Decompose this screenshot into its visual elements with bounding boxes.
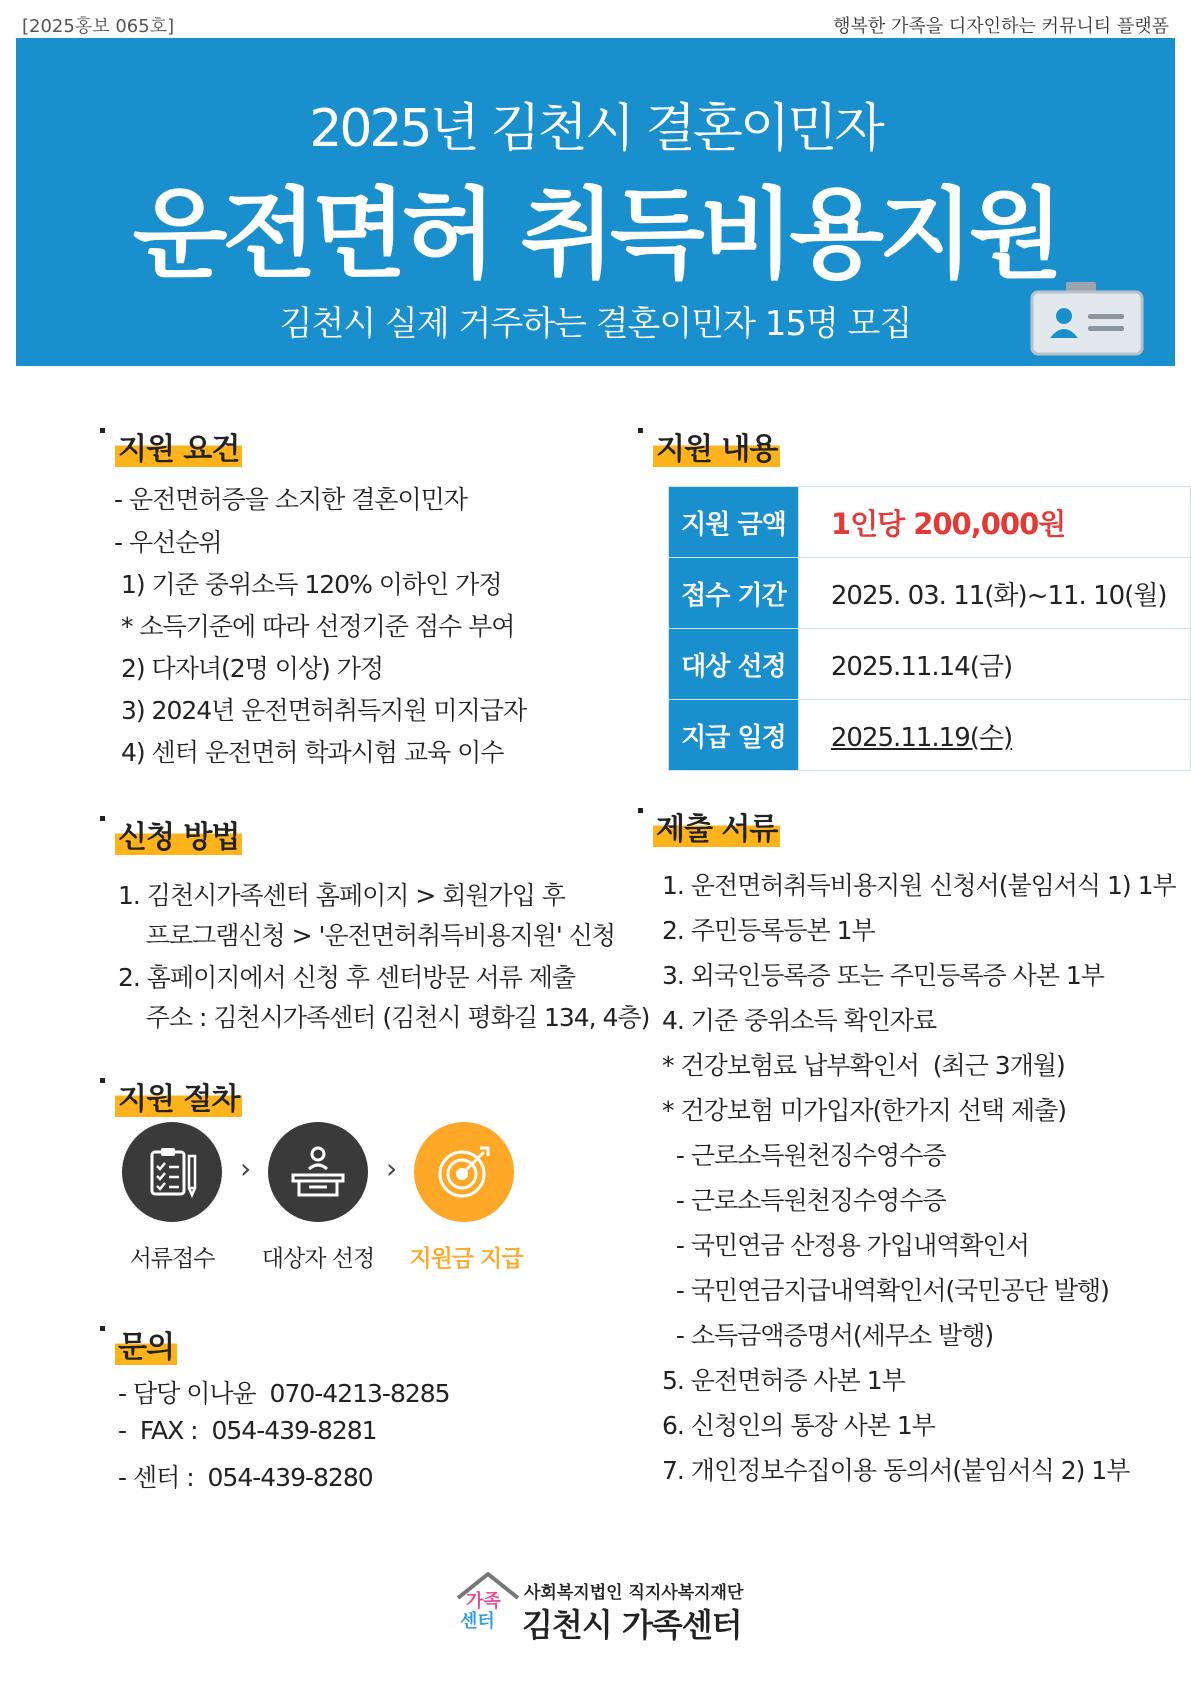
family-center-logo <box>452 1570 524 1636</box>
list-item: - 국민연금 산정용 가입내역확인서 <box>662 1231 1029 1260</box>
support-key: 지급 일정 <box>669 700 799 771</box>
list-item: - 우선순위 <box>114 528 222 557</box>
requirements-list <box>114 480 526 775</box>
apply-list <box>118 876 649 1038</box>
documents-list <box>662 866 1176 1496</box>
list-item: 1. 김천시가족센터 홈페이지 > 회원가입 후 <box>118 881 565 910</box>
support-selection-date: 2025.11.14(금) <box>798 629 1190 700</box>
support-period: 2025. 03. 11(화)~11. 10(월) <box>798 558 1190 629</box>
support-table <box>668 486 1191 771</box>
list-item: - 국민연금지급내역확인서(국민공단 발행) <box>662 1276 1109 1305</box>
support-key: 대상 선정 <box>669 629 799 700</box>
list-item: 3) 2024년 운전면허취득지원 미지급자 <box>114 696 527 725</box>
table-row <box>669 558 1191 629</box>
table-row <box>669 700 1191 771</box>
table-row <box>669 487 1191 558</box>
contact-fax: - FAX : 054-439-8281 <box>118 1416 377 1445</box>
list-item: 2) 다자녀(2명 이상) 가정 <box>114 654 384 683</box>
clipboard-icon <box>122 1122 222 1222</box>
list-item: 4) 센터 운전면허 학과시험 교육 이수 <box>114 738 504 767</box>
slogan: 행복한 가족을 디자인하는 커뮤니티 플랫폼 <box>833 16 1169 37</box>
list-item: 2. 주민등록등본 1부 <box>662 916 875 945</box>
list-item: 4. 기준 중위소득 확인자료 <box>662 1006 937 1035</box>
list-item: 3. 외국인등록증 또는 주민등록증 사본 1부 <box>662 961 1104 990</box>
step-2 <box>268 1122 368 1222</box>
list-item: 2. 홈페이지에서 신청 후 센터방문 서류 제출 <box>118 963 576 992</box>
list-item: * 건강보험료 납부확인서 (최근 3개월) <box>662 1051 1065 1080</box>
target-icon <box>414 1122 514 1222</box>
banner-recruit-text: 김천시 실제 거주하는 결혼이민자 15명 모집 <box>279 304 912 344</box>
list-item: 6. 신청인의 통장 사본 1부 <box>662 1411 935 1440</box>
title-banner <box>16 38 1175 366</box>
support-key: 지원 금액 <box>669 487 799 558</box>
support-key: 접수 기간 <box>669 558 799 629</box>
banner-title: 운전면허 취득비용지원 <box>132 178 1059 292</box>
list-item: 7. 개인정보수집이용 동의서(붙임서식 2) 1부 <box>662 1456 1130 1485</box>
table-row <box>669 629 1191 700</box>
support-title: 지원 내용 <box>638 424 780 468</box>
list-item: - 소득금액증명서(세무소 발행) <box>662 1321 994 1350</box>
contact-phone: - 담당 이나윤 070-4213-8285 <box>118 1379 450 1408</box>
podium-person-icon <box>268 1122 368 1222</box>
footer-org: 사회복지법인 직지사복지재단 <box>524 1583 744 1603</box>
list-item: 5. 운전면허증 사본 1부 <box>662 1366 905 1395</box>
requirements-title: 지원 요건 <box>100 424 242 468</box>
list-item: 1. 운전면허취득비용지원 신청서(붙임서식 1) 1부 <box>662 871 1176 900</box>
list-item: 프로그램신청 > '운전면허취득비용지원' 신청 <box>118 921 616 950</box>
contact-list <box>118 1374 450 1500</box>
step-3 <box>414 1122 514 1222</box>
procedure-title: 지원 절차 <box>100 1074 242 1118</box>
logo-text: 센터 <box>460 1611 495 1632</box>
contact-center: - 센터 : 054-439-8280 <box>118 1463 373 1492</box>
logo-text: 가족 <box>466 1591 501 1612</box>
list-item: * 건강보험 미가입자(한가지 선택 제출) <box>662 1096 1067 1125</box>
support-amount: 1인당 200,000원 <box>798 487 1190 558</box>
step-label-highlight: 지원금 지급 <box>409 1246 523 1272</box>
chevron-right-icon: › <box>240 1152 252 1185</box>
banner-subtitle: 2025년 김천시 결혼이민자 <box>309 99 882 159</box>
list-item: - 근로소득원천징수영수증 <box>662 1141 946 1170</box>
step-label: 서류접수 <box>129 1246 215 1272</box>
support-payment-date: 2025.11.19(수) <box>798 700 1190 771</box>
footer-name: 김천시 가족센터 <box>522 1606 742 1644</box>
documents-title: 제출 서류 <box>638 804 780 848</box>
list-item: * 소득기준에 따라 선정기준 점수 부여 <box>114 612 515 641</box>
step-label: 대상자 선정 <box>261 1246 375 1272</box>
chevron-right-icon: › <box>386 1152 398 1185</box>
doc-number: [2025홍보 065호] <box>22 16 175 37</box>
list-item: 1) 기준 중위소득 120% 이하인 가정 <box>114 570 502 599</box>
list-item: - 운전면허증을 소지한 결혼이민자 <box>114 485 467 514</box>
list-item: - 근로소득원천징수영수증 <box>662 1186 946 1215</box>
id-card-icon <box>1030 278 1146 358</box>
list-item: 주소 : 김천시가족센터 (김천시 평화길 134, 4층) <box>118 1003 650 1032</box>
contact-title: 문의 <box>100 1322 177 1366</box>
apply-title: 신청 방법 <box>100 812 242 856</box>
step-1 <box>122 1122 222 1222</box>
